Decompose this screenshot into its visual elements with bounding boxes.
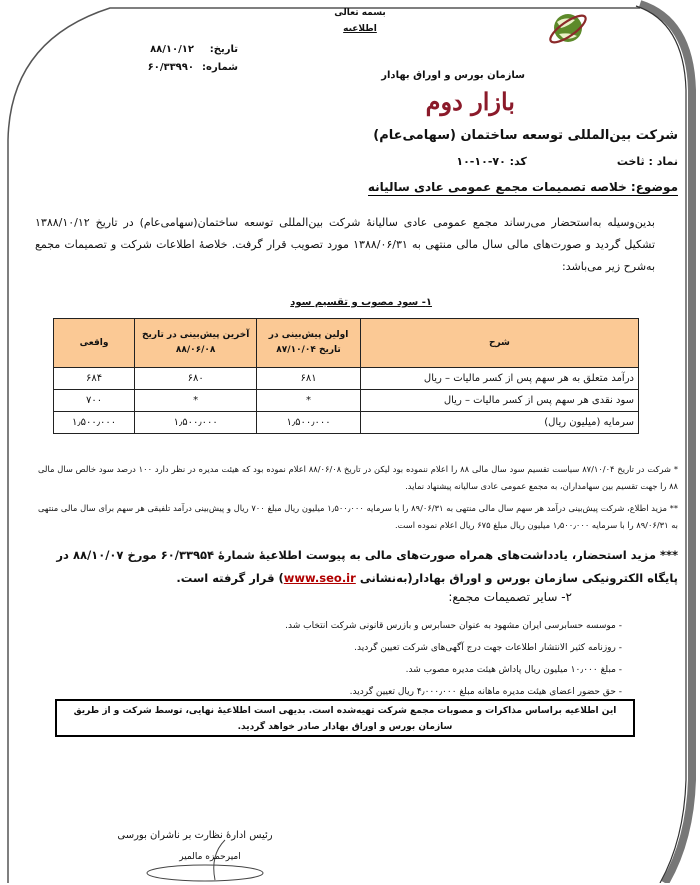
cell-actual: ۶۸۴	[54, 368, 135, 390]
intro-paragraph: بدین‌وسیله به‌استحضار می‌رساند مجمع عمومی عادی سالیانهٔ شرکت بین‌المللی توسعه ساختمان(سهامی‌عام) در تاریخ ۱۳۸۸/۱۰/۱۲ تشکیل گردید و صورت‌های مالی سال مالی منتهی به ۱۳۸۸/۰۶/۳۱ مورد تصویب قرار گرفت. خلاصهٔ اطلاعات شرکت و تصمیمات مجمع به‌شرح زیر می‌باشد:	[35, 216, 656, 273]
section1-title: ۱- سود مصوب و تقسیم سود	[290, 297, 432, 308]
footnote-3-text: *** مزید استحضار، یادداشت‌های همراه صورت‌های مالی به پیوست اطلاعیهٔ شمارهٔ ۶۰/۳۳۹۵۴ مورخ ۸۸/۱۰/۰۷ در پایگاه الکترونیکی سازمان بورس و اوراق بهادار(به‌نشانی	[56, 548, 678, 585]
market-title: بازار دوم	[425, 87, 515, 116]
company-code	[456, 155, 526, 168]
subject-line: موضوع: خلاصه تصمیمات مجمع عمومی عادی سالیانه	[367, 180, 678, 194]
cell-description: سود نقدی هر سهم پس از کسر مالیات – ریال	[360, 390, 638, 412]
disclaimer-box: این اطلاعیه براساس مذاکرات و مصوبات مجمع شرکت تهیه‌شده است. بدیهی است اطلاعیهٔ نهایی، توسط شرکت و از طریق سازمان بورس و اوراق بهادار صادر خواهد گردید.	[55, 699, 635, 737]
code-label: کد:	[509, 155, 527, 168]
table-header-row	[54, 319, 639, 368]
number-field	[108, 62, 238, 73]
cell-actual: ۱٫۵۰۰٫۰۰۰	[54, 412, 135, 434]
bismillah-text: بسمه تعالی	[334, 8, 386, 18]
company-name: شرکت بین‌المللی توسعه ساختمان (سهامی‌عام)	[373, 128, 678, 143]
date-label: تاریخ:	[209, 44, 238, 55]
header-first-forecast: اولین پیش‌بینی در تاریخ ۸۷/۱۰/۰۴	[257, 319, 361, 368]
table-row	[54, 412, 639, 434]
cell-first-forecast: *	[257, 390, 361, 412]
footnote-2: ** مزید اطلاع، شرکت پیش‌بینی درآمد هر سهم سال مالی منتهی به ۸۹/۰۶/۳۱ را با سرمایه ۱٫۵۰۰٫۰۰۰ میلیون ریال مبلغ ۷۰۰ ریال و پیش‌بینی درآمد تلفیقی هر سهم برای سال مالی منتهی به ۸۹/۰۶/۳۱ را با سرمایه ۱٫۵۰۰٫۰۰۰ میلیون ریال مبلغ ۶۷۵ ریال اعلام نموده است.	[38, 503, 678, 530]
code-value: ۷۰-۱۰-۱۰	[456, 155, 506, 168]
signer-name: امیرحمزه مالمیر	[179, 852, 241, 862]
seo-website-link[interactable]: www.seo.ir	[283, 571, 356, 585]
section2-title: ۲- سایر تصمیمات مجمع:	[448, 590, 572, 604]
cell-actual: ۷۰۰	[54, 390, 135, 412]
cell-last-forecast: *	[135, 390, 257, 412]
symbol-row	[456, 155, 678, 168]
cell-description: درآمد متعلق به هر سهم پس از کسر مالیات – ریال	[360, 368, 638, 390]
table-row	[54, 368, 639, 390]
cell-first-forecast: ۱٫۵۰۰٫۰۰۰	[257, 412, 361, 434]
footnote-3-text-end: ) قرار گرفته است.	[176, 571, 284, 585]
decisions-list	[285, 615, 622, 703]
footnote-3	[38, 544, 678, 590]
header-last-forecast: آخرین پیش‌بینی در تاریخ ۸۸/۰۶/۰۸	[135, 319, 257, 368]
header-description: شرح	[360, 319, 638, 368]
number-label: شماره:	[202, 62, 238, 73]
list-item: - مبلغ ۱۰٫۰۰۰ میلیون ریال پاداش هیئت مدیره مصوب شد.	[285, 659, 622, 681]
cell-first-forecast: ۶۸۱	[257, 368, 361, 390]
organization-name: سازمان بورس و اوراق بهادار	[381, 70, 525, 81]
symbol-label: نماد : ثاخت	[616, 155, 678, 168]
cell-description: سرمایه (میلیون ریال)	[360, 412, 638, 434]
cell-last-forecast: ۶۸۰	[135, 368, 257, 390]
sebo-globe-logo-icon	[545, 6, 591, 52]
notice-heading: اطلاعیه	[343, 24, 377, 34]
list-item: - روزنامه کثیر الانتشار اطلاعات جهت درج آگهی‌های شرکت تعیین گردید.	[285, 637, 622, 659]
signer-title: رئیس ادارهٔ نظارت بر ناشران بورسی	[117, 830, 273, 841]
date-value: ۸۸/۱۰/۱۲	[150, 44, 194, 55]
number-value: ۶۰/۳۳۹۹۰	[147, 62, 194, 73]
dividend-table	[53, 318, 639, 434]
header-actual: واقعی	[54, 319, 135, 368]
list-item: - حق حضور اعضای هیئت مدیره ماهانه مبلغ ۴٫۰۰۰٫۰۰۰ ریال تعیین گردید.	[285, 681, 622, 703]
date-field	[108, 44, 238, 55]
footnote-1: * شرکت در تاریخ ۸۷/۱۰/۰۴ سیاست تقسیم سود سال مالی ۸۸ را اعلام ننموده بود لیکن در تاریخ ۸۸/۰۶/۰۸ اعلام نموده بود که هیئت مدیره در نظر دارد ۱۰۰ درصد سود خالص سال مالی ۸۸ را جهت تقسیم بین سهامداران، به مجمع عمومی عادی سالیانه پیشنهاد نماید.	[38, 464, 678, 491]
list-item: - موسسه حسابرسی ایران مشهود به عنوان حسابرس و بازرس قانونی شرکت انتخاب شد.	[285, 615, 622, 637]
table-row	[54, 390, 639, 412]
cell-last-forecast: ۱٫۵۰۰٫۰۰۰	[135, 412, 257, 434]
